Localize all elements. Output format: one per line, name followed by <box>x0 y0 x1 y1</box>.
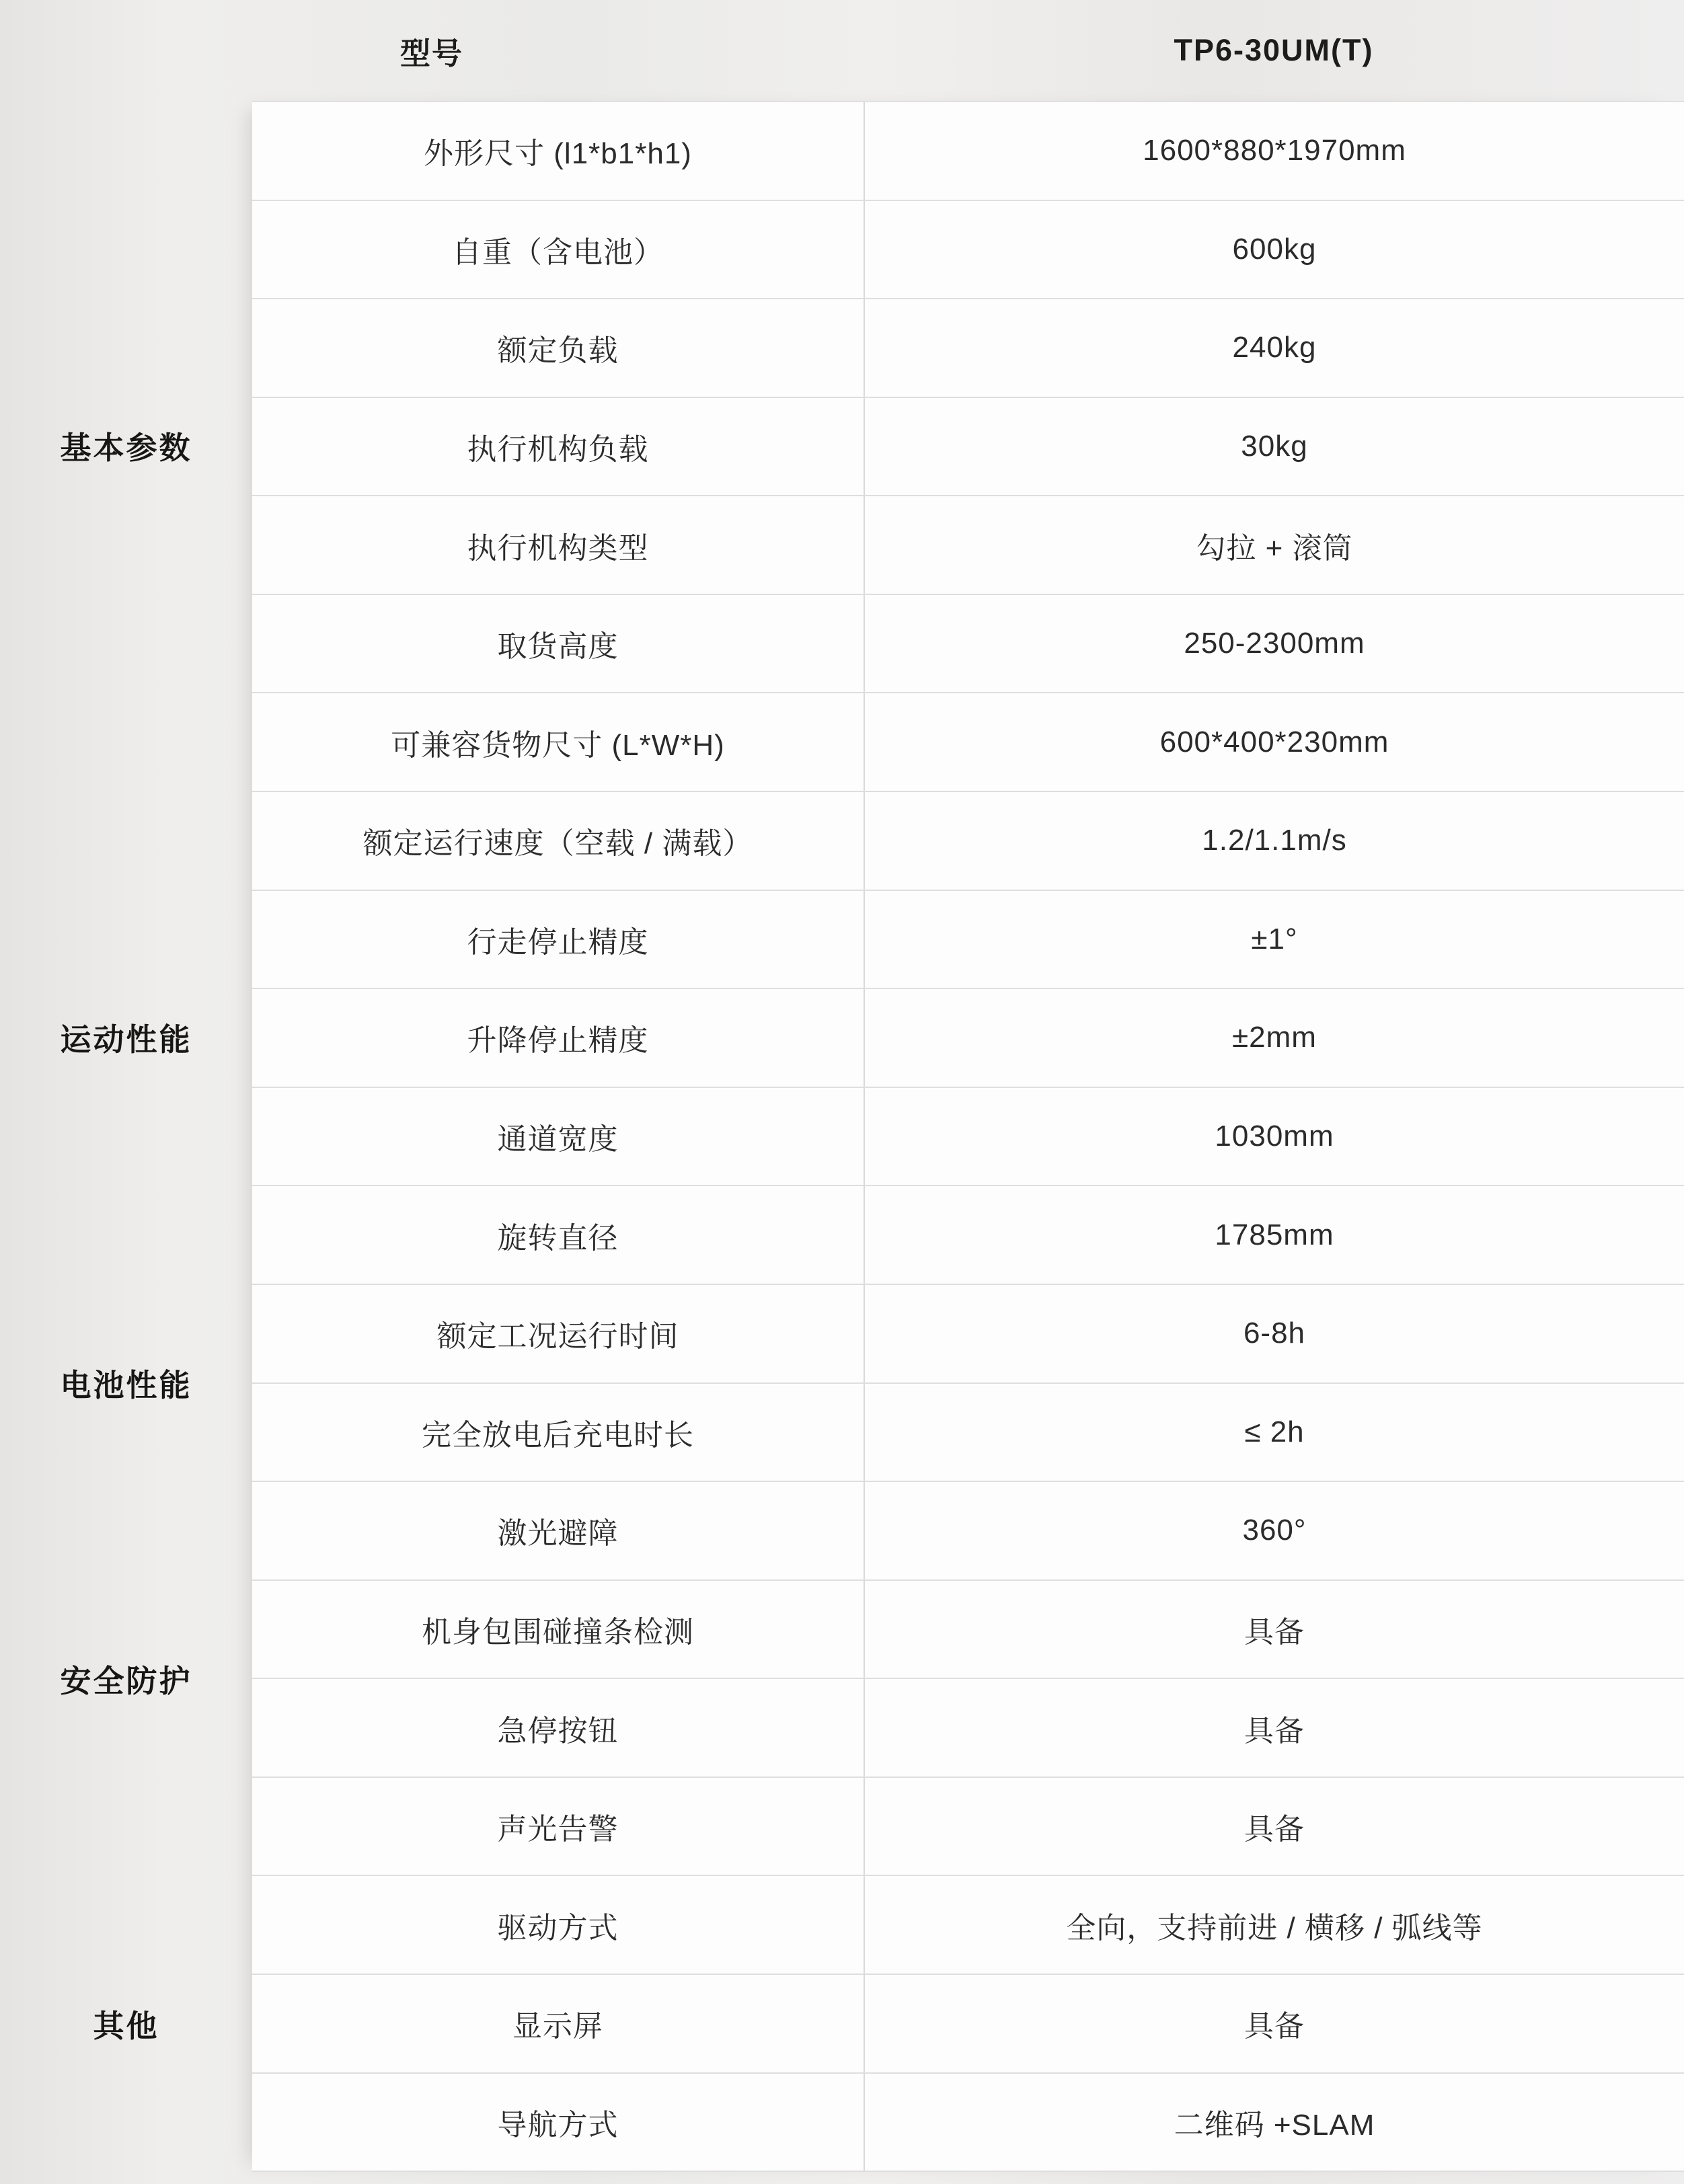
category-safety: 安全防护 <box>60 1663 192 1699</box>
spec-label: 取货高度 <box>252 595 865 693</box>
spec-label: 额定负载 <box>252 299 865 397</box>
spec-label: 完全放电后充电时长 <box>252 1384 865 1481</box>
spec-value: 240kg <box>1232 331 1317 364</box>
table-row <box>252 299 1684 398</box>
table-row <box>252 1384 1684 1483</box>
table-row <box>252 201 1684 300</box>
table-row <box>252 1778 1684 1877</box>
table-row <box>252 1876 1684 1975</box>
spec-label: 旋转直径 <box>252 1186 865 1284</box>
spec-label: 升降停止精度 <box>252 989 865 1087</box>
spec-label: 通道宽度 <box>252 1088 865 1185</box>
table-row <box>252 102 1684 201</box>
spec-label: 导航方式 <box>252 2074 865 2171</box>
spec-label: 声光告警 <box>252 1778 865 1875</box>
table-row <box>252 496 1684 595</box>
spec-value: 全向，支持前进 / 横移 / 弧线等 <box>1066 1911 1483 1945</box>
table-row <box>252 595 1684 694</box>
spec-value: 30kg <box>1241 430 1308 463</box>
table-row <box>252 693 1684 792</box>
spec-value: 具备 <box>1244 1714 1305 1748</box>
spec-label: 显示屏 <box>252 1975 865 2072</box>
spec-label: 执行机构类型 <box>252 496 865 594</box>
table-row <box>252 1975 1684 2074</box>
spec-value: 二维码 +SLAM <box>1174 2108 1375 2142</box>
header-model-value: TP6-30UM(T) <box>1174 33 1374 67</box>
table-row <box>252 1482 1684 1581</box>
spec-label: 机身包围碰撞条检测 <box>252 1581 865 1678</box>
category-other: 其他 <box>93 2008 159 2043</box>
category-column <box>0 101 252 2172</box>
spec-label: 可兼容货物尺寸 (L*W*H) <box>252 693 865 791</box>
table-row <box>252 1088 1684 1187</box>
category-battery: 电池性能 <box>60 1367 192 1403</box>
spec-value: 1.2/1.1m/s <box>1202 824 1347 857</box>
spec-label: 急停按钮 <box>252 1679 865 1777</box>
table-row <box>252 398 1684 497</box>
spec-label: 激光避障 <box>252 1482 865 1580</box>
spec-value: ±1° <box>1251 922 1298 956</box>
category-motion: 运动性能 <box>60 1022 192 1058</box>
table-row <box>252 891 1684 990</box>
spec-value: 1785mm <box>1215 1218 1334 1251</box>
spec-value: 具备 <box>1244 1615 1305 1649</box>
table-row <box>252 792 1684 891</box>
table-row <box>252 1581 1684 1680</box>
spec-value: 360° <box>1242 1514 1307 1547</box>
table-row <box>252 1186 1684 1285</box>
table-row <box>252 2074 1684 2173</box>
spec-value: 勾拉 + 滚筒 <box>1196 531 1353 565</box>
spec-value: 具备 <box>1244 2010 1305 2043</box>
spec-value: ±2mm <box>1232 1021 1317 1054</box>
spec-value: 6-8h <box>1243 1317 1306 1350</box>
spec-label: 自重（含电池） <box>252 201 865 299</box>
category-basic-params: 基本参数 <box>60 430 192 466</box>
spec-value: 1030mm <box>1215 1120 1334 1153</box>
spec-label: 驱动方式 <box>252 1876 865 1974</box>
spec-value: ≤ 2h <box>1244 1415 1305 1448</box>
spec-value: 250-2300mm <box>1184 627 1365 660</box>
spec-value: 600*400*230mm <box>1159 725 1389 758</box>
spec-label: 额定工况运行时间 <box>252 1285 865 1382</box>
spec-label: 额定运行速度（空载 / 满载） <box>252 792 865 890</box>
spec-value: 具备 <box>1244 1813 1305 1846</box>
spec-value: 600kg <box>1232 232 1317 266</box>
spec-label: 外形尺寸 (l1*b1*h1) <box>252 102 865 200</box>
table-row <box>252 1679 1684 1778</box>
spec-table <box>252 101 1684 2172</box>
table-body <box>0 101 1684 2172</box>
spec-value: 1600*880*1970mm <box>1143 134 1406 167</box>
table-row <box>252 1285 1684 1384</box>
spec-label: 行走停止精度 <box>252 891 865 988</box>
header-model-label: 型号 <box>399 36 463 71</box>
spec-label: 执行机构负载 <box>252 398 865 496</box>
table-header <box>0 0 1684 101</box>
table-row <box>252 989 1684 1088</box>
